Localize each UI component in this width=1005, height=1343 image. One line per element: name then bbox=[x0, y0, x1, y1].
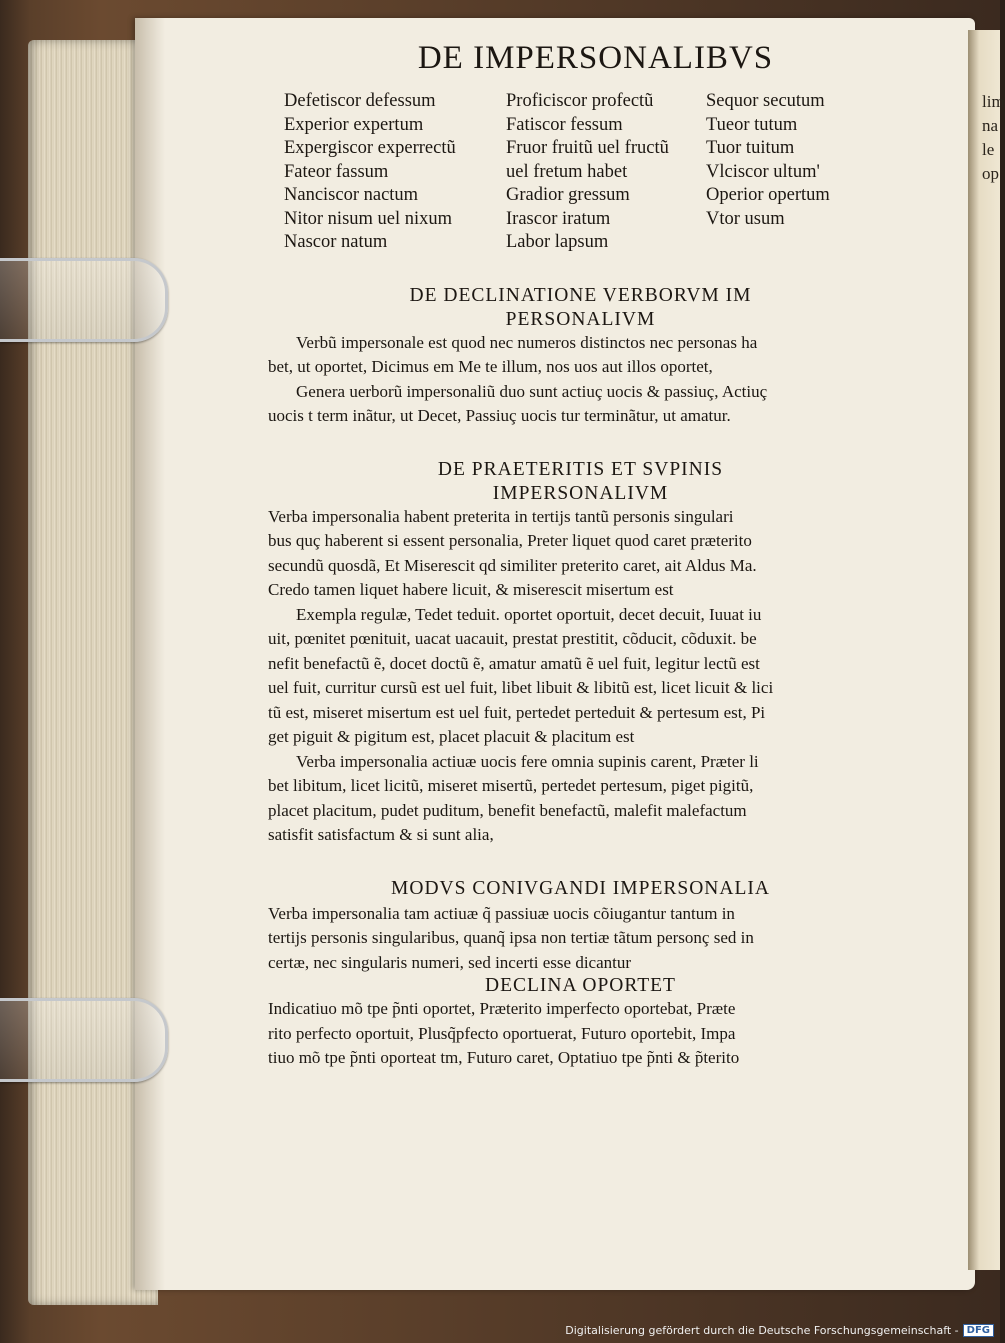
list-item: Gradior gressum bbox=[506, 185, 630, 205]
text-line: get piguit & pigitum est, placet placuit & placitum est bbox=[268, 727, 635, 746]
credit-text: Digitalisierung gefördert durch die Deutsche Forschungsgemeinschaft - bbox=[565, 1324, 959, 1337]
list-item: Nitor nisum uel nixum bbox=[284, 208, 453, 229]
list-item: Vtor usum bbox=[706, 208, 785, 229]
verb-column-1 bbox=[284, 90, 506, 255]
facing-page-text: lim na le op bbox=[982, 92, 1005, 183]
page-title: DE IMPERSONALIBVS bbox=[417, 40, 774, 76]
paragraph bbox=[268, 331, 893, 380]
text-line: Verbũ impersonale est quod nec numeros distinctos nec personas ha bbox=[296, 332, 758, 352]
text-line: Verba impersonalia actiuæ uocis fere omnia supinis carent, Præter li bbox=[296, 751, 759, 771]
section-heading-sub: IMPERSONALIVM bbox=[492, 482, 669, 504]
text-line: bus quç haberent si essent personalia, Preter liquet quod caret præterito bbox=[268, 531, 752, 550]
page-clip-top bbox=[0, 258, 168, 342]
paragraph bbox=[268, 505, 893, 603]
dfg-logo-icon: DFG bbox=[963, 1324, 994, 1337]
text-line: bet libitum, licet licitũ, miseret misertũ, pertedet pertesum, piget pigitũ, bbox=[268, 776, 754, 795]
section-heading: DE DECLINATIONE VERBORVM IM bbox=[409, 284, 752, 306]
text-line: Exempla regulæ, Tedet teduit. oportet oportuit, decet decuit, Iuuat iu bbox=[296, 604, 762, 624]
digitization-credit bbox=[565, 1324, 994, 1337]
verb-column-3 bbox=[706, 90, 906, 255]
list-item: Fateor fassum bbox=[284, 161, 389, 182]
page-gutter-shadow bbox=[135, 18, 165, 1290]
list-item: Proficiscor profectũ bbox=[506, 91, 654, 111]
paragraph bbox=[268, 902, 893, 976]
list-item: Irascor iratum bbox=[506, 208, 611, 229]
paragraph bbox=[268, 603, 893, 750]
text-line: placet placitum, pudet puditum, benefit benefactũ, malefit malefactum bbox=[268, 800, 747, 820]
text-line: Indicatiuo mõ tpe p̃nti oportet, Præterito imperfecto oportebat, Præte bbox=[268, 999, 736, 1018]
section-heading: DE PRAETERITIS ET SVPINIS bbox=[437, 458, 724, 480]
text-line: uel fuit, curritur cursũ est uel fuit, libet libuit & libitũ est, licet licuit & lici bbox=[268, 678, 774, 697]
text-line: uocis t term inãtur, ut Decet, Passiuç uocis tur terminãtur, ut amatur. bbox=[268, 406, 731, 425]
text-line: tiuo mõ tpe p̃nti oporteat tm, Futuro caret, Optatiuo tpe p̃nti & p̃terito bbox=[268, 1048, 740, 1067]
text-line: satisfit satisfactum & si sunt alia, bbox=[268, 825, 494, 844]
list-item: Sequor secutum bbox=[706, 91, 825, 111]
text-line: uit, pœnitet pœnituit, uacat uacauit, prestat prestitit, cõducit, cõduxit. be bbox=[268, 629, 757, 648]
paragraph bbox=[268, 380, 893, 429]
text-line: certæ, nec singularis numeri, sed incerti esse dicantur bbox=[268, 952, 632, 972]
text-line: tertijs personis singularibus, quanq̃ ipsa non tertiæ tãtum personç sed in bbox=[268, 928, 754, 947]
list-item: Nascor natum bbox=[284, 232, 388, 252]
page-text-block bbox=[268, 38, 893, 1071]
list-item: Operior opertum bbox=[706, 185, 830, 205]
text-line: Genera uerborũ impersonaliũ duo sunt actiuç uocis & passiuç, Actiuç bbox=[296, 381, 768, 401]
list-item: Tuor tuitum bbox=[706, 138, 795, 158]
text-line: Verba impersonalia habent preterita in tertijs tantũ personis singulari bbox=[268, 506, 734, 526]
verb-column-2 bbox=[506, 90, 706, 255]
list-item: Fatiscor fessum bbox=[506, 114, 623, 135]
text-line: rito perfecto oportuit, Plusq̃pfecto oportuerat, Futuro oportebit, Impa bbox=[268, 1023, 736, 1043]
text-line: Credo tamen liquet habere licuit, & miserescit misertum est bbox=[268, 580, 674, 599]
text-line: bet, ut oportet, Dicimus em Me te illum, nos uos aut illos oportet, bbox=[268, 357, 713, 376]
paragraph bbox=[268, 750, 893, 848]
list-item: Vlciscor ultum' bbox=[706, 161, 820, 182]
list-item: Tueor tutum bbox=[706, 114, 798, 135]
page-clip-bottom bbox=[0, 998, 168, 1082]
text-line: nefit benefactũ ẽ, docet doctũ ẽ, amatur amatũ ẽ uel fuit, legitur lectũ est bbox=[268, 653, 760, 673]
text-line: secundũ quosdã, Et Miserescit qd similiter preterito caret, ait Aldus Ma. bbox=[268, 555, 757, 575]
verb-list bbox=[284, 90, 893, 255]
list-item: Fruor fruitũ uel fructũ bbox=[506, 138, 669, 158]
paragraph bbox=[268, 997, 893, 1071]
list-item: uel fretum habet bbox=[506, 161, 628, 182]
section-heading: MODVS CONIVGANDI IMPERSONALIA bbox=[391, 877, 770, 899]
list-item: Expergiscor experrectũ bbox=[284, 138, 456, 158]
section-heading: DECLINA OPORTET bbox=[485, 975, 676, 996]
text-line: tũ est, miseret misertum est uel fuit, pertedet perteduit & pertesum est, Pi bbox=[268, 702, 766, 722]
text-line: Verba impersonalia tam actiuæ q̃ passiuæ uocis cõiugantur tantum in bbox=[268, 903, 735, 923]
list-item: Defetiscor defessum bbox=[284, 91, 436, 111]
list-item: Nanciscor nactum bbox=[284, 185, 419, 205]
section-heading-sub: PERSONALIVM bbox=[505, 308, 656, 330]
list-item: Labor lapsum bbox=[506, 232, 609, 252]
list-item: Experior expertum bbox=[284, 114, 424, 135]
